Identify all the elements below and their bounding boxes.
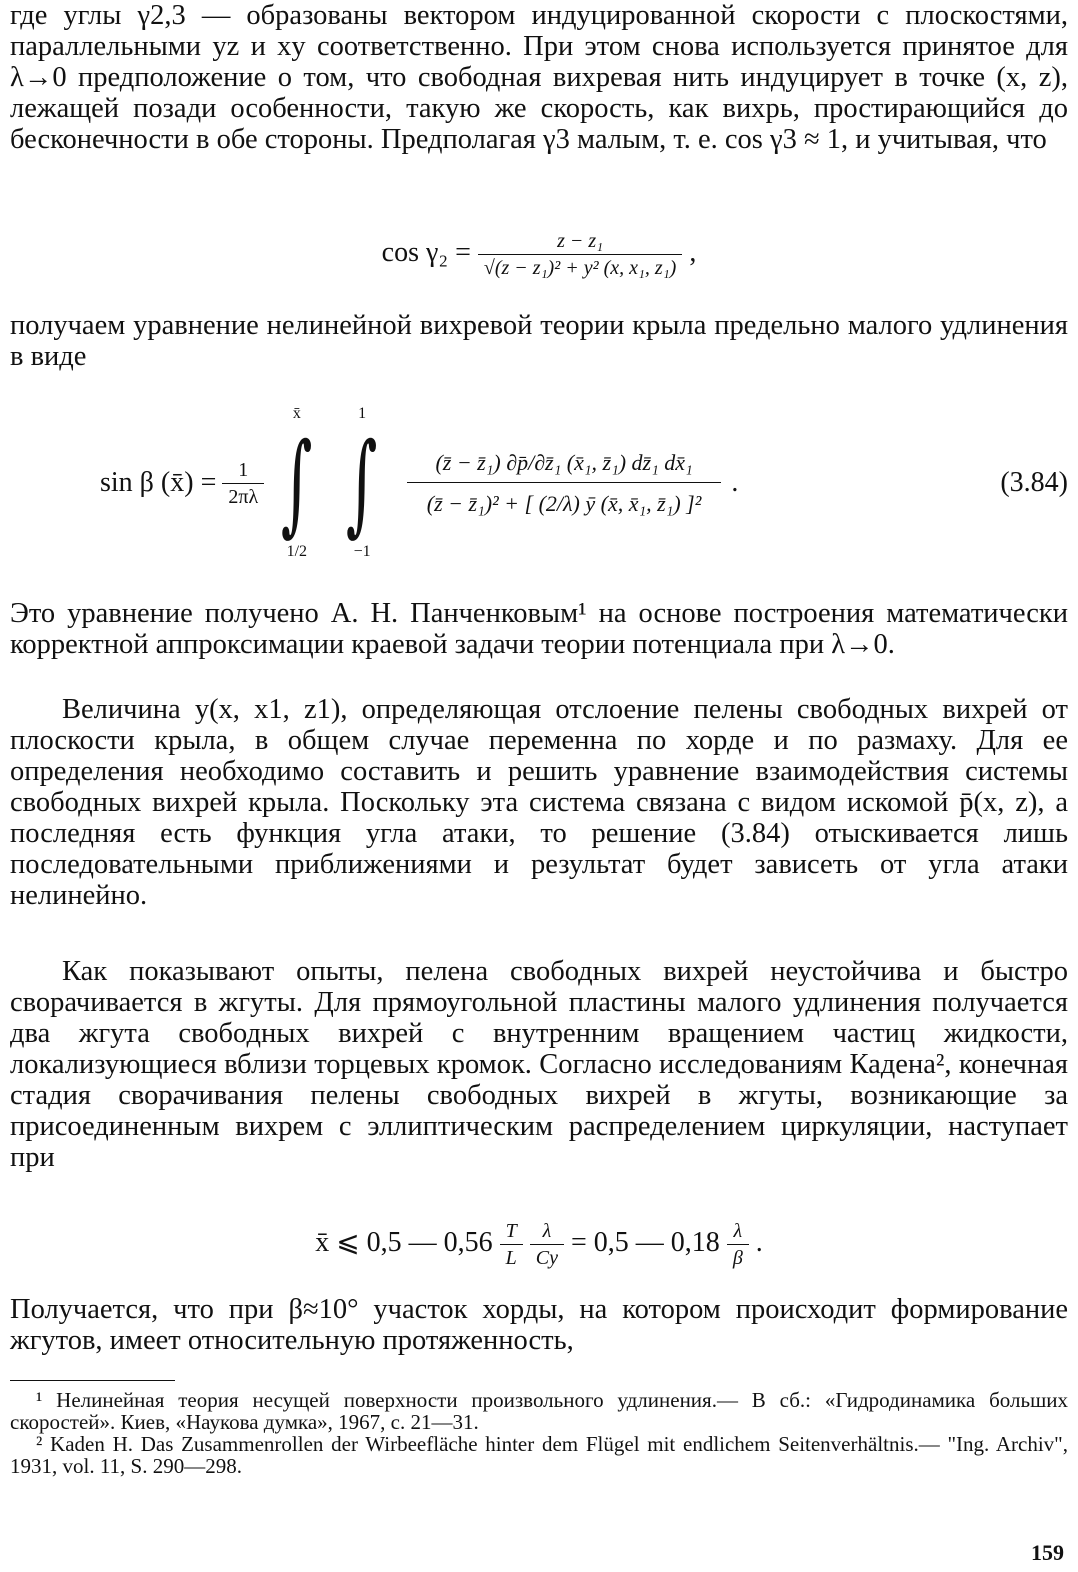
formula-ineq-fraction-1 [500,1218,523,1271]
formula-ineq-mid: = 0,5 — 0,18 [571,1226,720,1258]
integral-outer-upper-limit: x̄ [292,405,301,422]
formula-ineq-f3-num: λ [727,1218,749,1245]
formula-sin-tail: . [731,467,739,498]
page-number: 159 [1031,1540,1064,1565]
formula-cos-gamma2 [10,228,1068,281]
formula-ineq-fraction-3 [727,1218,749,1271]
formula-ineq-f1-den: L [505,1247,517,1269]
formula-ineq-f2-num: λ [530,1218,564,1245]
formula-ineq-tail: . [755,1226,763,1258]
paragraph-3: Это уравнение получено А. Н. Панченковым¹ на основе построения математически корректной аппроксимации краевой задачи теории потенциала при λ→0. [10,598,1068,660]
paragraph-1: где углы γ2,3 — образованы вектором индуцированной скорости с плоскостями, параллельными yz и xy соответственно. При этом снова используется принятое для λ→0 предположение о том, что свободная вихревая нить индуцирует в точке (x, z), лежащей позади особенности, такую же скорость, как вихрь, простирающийся до бесконечности в обе стороны. Предполагая γ3 малым, т. е. cos γ3 ≈ 1, и учитывая, что [10,0,1068,155]
paragraph-6: Получается, что при β≈10° участок хорды, на котором происходит формирование жгутов, имеет относительную протяженность, [10,1294,1068,1356]
formula-cos-denominator: √(z − z₁)² + y² (x, x₁, z₁) [483,257,677,279]
formula-cos-tail: , [689,236,697,268]
formula-ineq-lhs: x̄ ⩽ 0,5 — 0,56 [315,1226,493,1258]
formula-ineq-f2-den: Cy [535,1247,559,1269]
paragraph-5: Как показывают опыты, пелена свободных вихрей неустойчива и быстро сворачивается в жгуты. Для прямоугольной пластины малого удлинения получается два жгута свободных вихрей с внутренним вращением частиц жидкости, локализующиеся вблизи торцевых кромок. Согласно исследованиям Кадена², конечная стадия сворачивания пелены свободных вихрей в жгуты, возникающие за присоединенным вихрем с эллиптическим распределением циркуляции, наступает при [10,956,1068,1173]
paragraph-2: получаем уравнение нелинейной вихревой теории крыла предельно малого удлинения в виде [10,310,1068,372]
formula-ineq-f3-den: β [732,1247,743,1269]
formula-sin-coef-num: 1 [222,457,264,484]
formula-3-84 [10,388,1068,578]
footnotes [10,1368,1068,1477]
formula-ineq-fraction-2 [530,1218,564,1271]
integral-sign-icon: ∫ [346,419,378,547]
formula-ineq-f1-num: T [500,1218,523,1245]
integral-inner-lower-limit: −1 [353,543,371,560]
integral-outer [268,405,325,561]
footnote-divider [10,1380,175,1381]
equation-number: (3.84) [1000,467,1068,498]
formula-sin-numerator: (z̄ − z̄₁) ∂p̄/∂z̄₁ (x̄₁, z̄₁) dz̄₁ dx̄₁ [407,450,722,483]
formula-sin-coefficient [222,457,264,510]
footnote-2: ² Kaden H. Das Zusammenrollen der Wirbeefläche hinter dem Flügel mit endlichem Seitenverhältnis.— "Ing. Archiv", 1931, vol. 11, S. 290—298. [10,1432,1068,1478]
paragraph-4: Величина y(x, x1, z1), определяющая отслоение пелены свободных вихрей от плоскости крыла, в общем случае переменна по хорде и по размаху. Для ее определения необходимо составить и решить уравнение взаимодействия системы свободных вихрей крыла. Поскольку эта система связана с видом искомой p̄(x, z), а последняя есть функция угла атаки, то решение (3.84) отыскивается лишь последовательными приближениями и результат будет зависеть от угла атаки нелинейно. [10,694,1068,911]
integral-sign-icon: ∫ [281,419,313,547]
formula-sin-coef-den: 2πλ [228,485,259,508]
formula-cos-lhs: cos γ₂ = [381,236,471,268]
footnote-1: ¹ Нелинейная теория несущей поверхности произвольного удлинения.— В сб.: «Гидродинамика больших скоростей». Киев, «Наукова думка», 1967, с. 21—31. [10,1388,1068,1434]
formula-sin-denominator: (z̄ − z̄₁)² + [ (2/λ) ȳ (x̄, x̄₁, z̄₁) ]² [426,490,702,516]
integral-outer-lower-limit: 1/2 [286,543,308,560]
formula-inequality [10,1218,1068,1271]
integral-inner-upper-limit: 1 [358,405,367,422]
formula-cos-numerator: z − z₁ [478,228,682,255]
formula-sin-fraction [407,450,722,517]
integral-inner [333,405,390,561]
formula-sin-lhs: sin β (x̄) = [100,467,217,498]
formula-cos-fraction [478,228,682,281]
